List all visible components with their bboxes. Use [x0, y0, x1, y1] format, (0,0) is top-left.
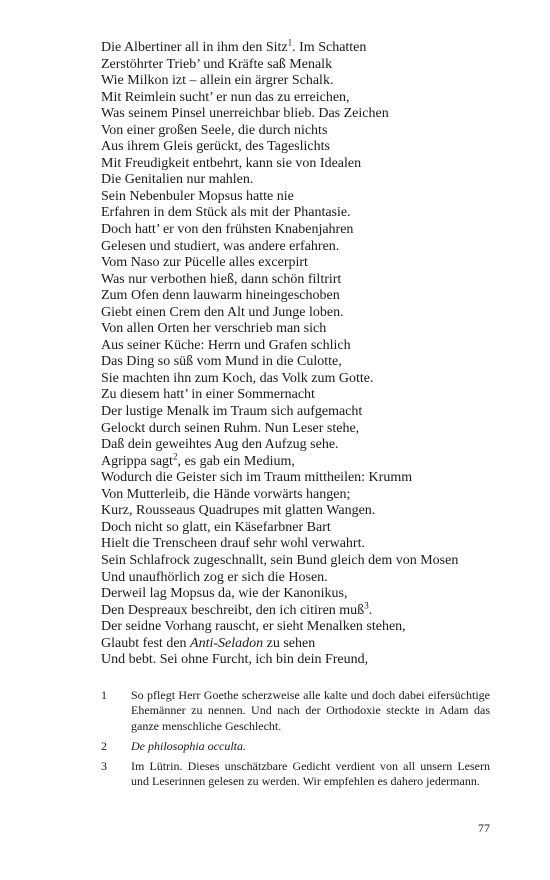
- poem-line: Gelockt durch seinen Ruhm. Nun Leser stehe,: [101, 420, 360, 436]
- poem-line: Gelesen und studiert, was andere erfahren.: [101, 238, 340, 254]
- footnotes: [101, 688, 490, 795]
- footnote-marker: 2: [172, 451, 178, 462]
- poem-line: Zum Ofen denn lauwarm hineingeschoben: [101, 288, 340, 304]
- poem-line: Aus ihrem Gleis gerückt, des Tageslichts: [101, 139, 330, 155]
- poem-line: Doch hatt’ er von den frühsten Knabenjahren: [101, 222, 354, 238]
- poem-line: Zerstöhrter Trieb’ und Kräfte saß Menalk: [101, 56, 333, 72]
- poem-line: Der lustige Menalk im Traum sich aufgemacht: [101, 404, 363, 420]
- poem-line: Sein Nebenbuler Mopsus hatte nie: [101, 188, 294, 204]
- poem-text: [101, 37, 521, 669]
- poem-line: Von Mutterleib, die Hände vorwärts hangen;: [101, 486, 351, 502]
- poem-line: Mit Freudigkeit entbehrt, kann sie von Idealen: [101, 155, 362, 171]
- footnote-number: 2: [101, 738, 107, 753]
- footnote: [101, 688, 490, 734]
- poem-line: Agrippa sagt$^2$, es gab ein Medium,: [101, 451, 295, 469]
- poem-line: Daß dein geweihtes Aug den Aufzug sehe.: [101, 437, 339, 453]
- poem-line: Und unaufhörlich zog er sich die Hosen.: [101, 569, 328, 585]
- poem-line: Was seinem Pinsel unerreichbar blieb. Das Zeichen: [101, 106, 389, 122]
- page-number: 77: [478, 821, 490, 835]
- footnote-marker: 3: [364, 599, 369, 610]
- poem-line: Von einer großen Seele, die durch nichts: [101, 122, 328, 138]
- footnote-text: Im Lütrin. Dieses unschätzbare Gedicht verdient von all unsern Lesern und Leserinnen gelesen zu werden. Wir empfehlen es dahero jedermann.: [131, 759, 490, 789]
- poem-line: Den Despreaux beschreibt, den ich citiren muß$^3$.: [101, 599, 373, 618]
- footnote: [101, 739, 490, 754]
- poem-line: Wodurch die Geister sich im Traum mittheilen: Krumm: [101, 470, 413, 486]
- poem-line: Derweil lag Mopsus da, wie der Kanonikus,: [101, 586, 348, 602]
- poem-line: Aus seiner Küche: Herrn und Grafen schlich: [101, 337, 351, 353]
- poem-line: Und bebt. Sei ohne Furcht, ich bin dein Freund,: [101, 652, 369, 668]
- poem-line: Wie Milkon izt – allein ein ärgrer Schalk.: [101, 73, 334, 89]
- footnote-number: 1: [101, 688, 107, 702]
- footnote-text: De philosophia occulta.: [131, 738, 246, 753]
- poem-line: Sein Schlafrock zugeschnallt, sein Bund gleich dem von Mosen: [101, 552, 459, 568]
- poem-line: Giebt einen Crem den Alt und Junge loben.: [101, 304, 344, 320]
- poem-line: Was nur verbothen hieß, dann schön filtrirt: [101, 271, 342, 287]
- poem-line: Das Ding so süß vom Mund in die Culotte,: [101, 354, 342, 370]
- footnote-marker: 1: [287, 37, 293, 48]
- poem-line: Sie machten ihn zum Koch, das Volk zum Gotte.: [101, 370, 374, 386]
- poem-line: Der seidne Vorhang rauscht, er sieht Menalken stehen,: [101, 619, 406, 635]
- poem-line: Zu diesem hatt’ in einer Sommernacht: [101, 387, 315, 403]
- poem-line: Glaubt fest den Anti-Seladon zu sehen: [101, 635, 316, 651]
- italic-title: Anti-Seladon: [190, 635, 264, 651]
- poem-line: Die Genitalien nur mahlen.: [101, 172, 254, 188]
- poem-line: Mit Reimlein sucht’ er nun das zu erreichen,: [101, 89, 350, 105]
- poem-line: Die Albertiner all in ihm den Sitz$^1$. Im Schatten: [101, 37, 367, 55]
- poem-line: Vom Naso zur Pücelle alles excerpirt: [101, 255, 308, 271]
- poem-line: Erfahren in dem Stück als mit der Phantasie.: [101, 205, 351, 221]
- footnote-text: So pflegt Herr Goethe scherzweise alle kalte und doch dabei eifersüchtige Ehemänner zu nennen. Und nach der Orthodoxie steckte in Adam das ganze menschliche Geschlecht.: [131, 688, 490, 733]
- poem-line: Doch nicht so glatt, ein Käsefarbner Bart: [101, 519, 331, 535]
- poem-line: Kurz, Rousseaus Quadrupes mit glatten Wangen.: [101, 503, 376, 519]
- footnote-number: 3: [101, 759, 107, 774]
- poem-line: Von allen Orten her verschrieb man sich: [101, 321, 327, 337]
- poem-line: Hielt die Trenscheen drauf sehr wohl verwahrt.: [101, 536, 365, 552]
- footnote: [101, 759, 490, 790]
